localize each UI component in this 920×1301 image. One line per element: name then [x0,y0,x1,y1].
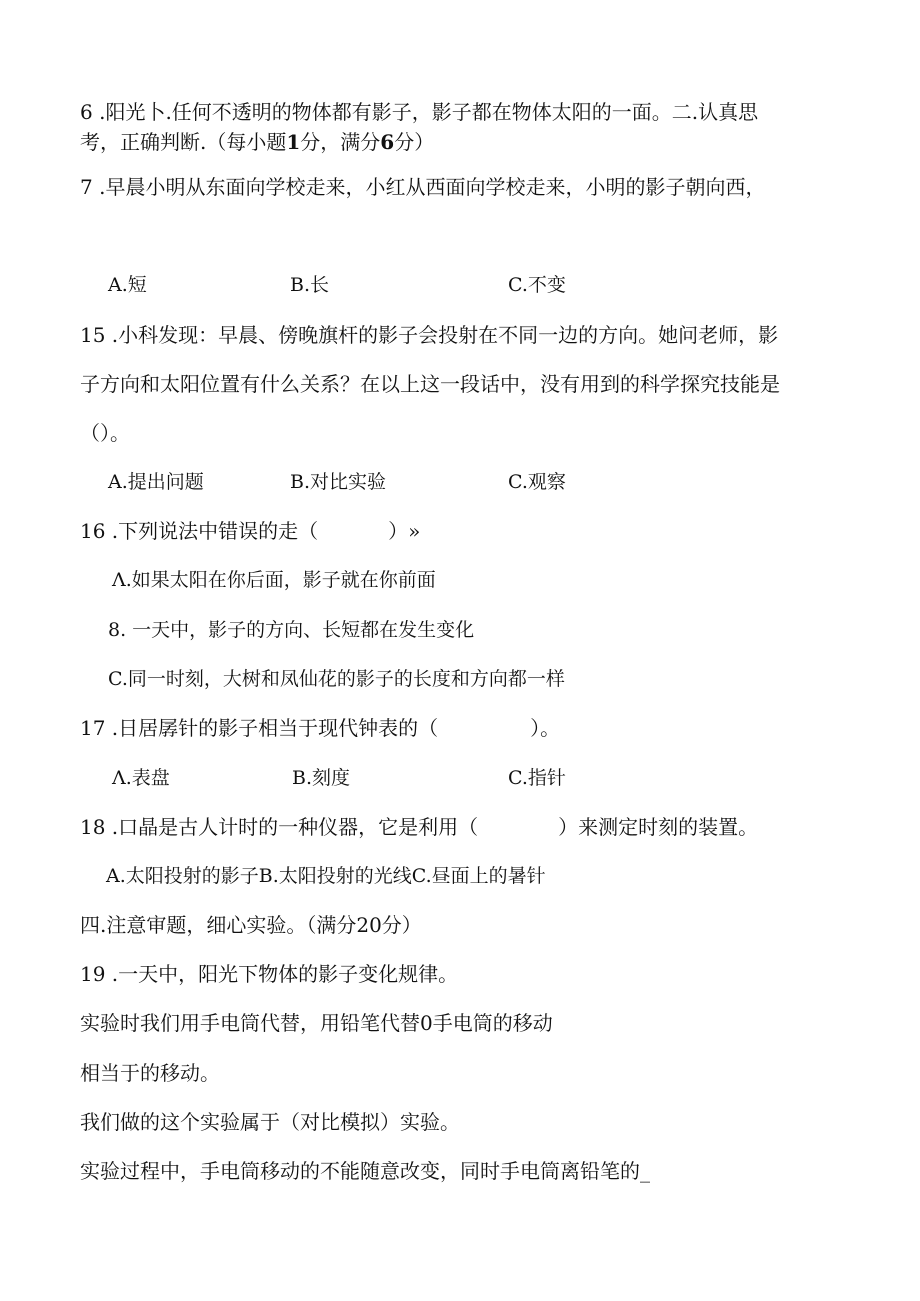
q6-line-1: 6 .阳光卜.任何不透明的物体都有影子，影子都在物体太阳的一面。二.认真思 [80,100,759,124]
q6-score-per-question: 1 [286,130,301,154]
q7-option-c: C.不变 [508,274,566,296]
q18-stem-end: ）来测定时刻的装置。 [558,815,759,839]
q17-stem-end: ）。 [530,716,561,740]
q17-option-c: C.指针 [508,767,566,789]
q7-option-b: B.长 [290,274,330,296]
q7-option-a: A.短 [108,274,147,296]
q16-option-c: C.同一时刻，大树和凤仙花的影子的长度和方向都一样 [108,668,565,690]
q16-option-b: 8. 一天中，影子的方向、长短都在发生变化 [108,619,475,641]
q6-line-2-text-e: 分） [394,130,435,154]
q15-line-3: （）。 [80,421,130,445]
q6-line-2-text-a: 考，正确判断.（每小题 [80,130,287,154]
q17-option-a: Λ.表盘 [112,767,170,789]
q19-line-1: 19 .一天中，阳光下物体的影子变化规律。 [80,962,459,986]
q19-line-2: 实验时我们用手电筒代替，用铅笔代替0手电筒的移动 [80,1011,553,1035]
q17-line-1 [80,716,560,740]
q15-option-a: A.提出问题 [108,471,204,493]
q18-line-1 [80,815,758,839]
q18-options: A.太阳投射的影子B.太阳投射的光线C.昼面上的暑针 [106,865,546,887]
q17-stem: 17 .日居孱针的影子相当于现代钟表的（ [80,716,439,740]
q15-line-2: 子方向和太阳位置有什么关系？在以上这一段话中，没有用到的科学探究技能是 [80,372,780,396]
q17-option-b: B.刻度 [292,767,351,789]
q15-option-c: C.观察 [508,471,566,493]
q15-line-1: 15 .小科发现：早晨、傍晚旗杆的影子会投射在不同一边的方向。她问老师，影 [80,323,779,347]
q6-total-score: 6 [380,130,395,154]
q18-stem: 18 .口晶是古人计时的一种仪器，它是利用（ [80,815,479,839]
q16-stem: 16 .下列说法中错误的走（ [80,519,319,543]
q7-line-1: 7 .早晨小明从东面向学校走来，小红从西面向学校走来，小明的影子朝向西， [80,175,766,199]
q19-line-3: 相当于的移动。 [80,1061,220,1085]
q6-line-2 [80,130,434,154]
q16-stem-end: ）» [388,519,421,543]
q15-option-b: B.对比实验 [290,471,387,493]
section-4-heading: 四.注意审题，细心实验。（满分20分） [80,913,422,937]
q16-line-1 [80,519,420,543]
q6-line-2-text-c: 分，满分 [300,130,381,154]
q19-line-4: 我们做的这个实验属于（对比模拟）实验。 [80,1110,460,1134]
q16-option-a: Λ.如果太阳在你后面，影子就在你前面 [112,569,436,591]
q19-line-5: 实验过程中，手电筒移动的不能随意改变，同时手电筒离铅笔的_ [80,1159,650,1183]
